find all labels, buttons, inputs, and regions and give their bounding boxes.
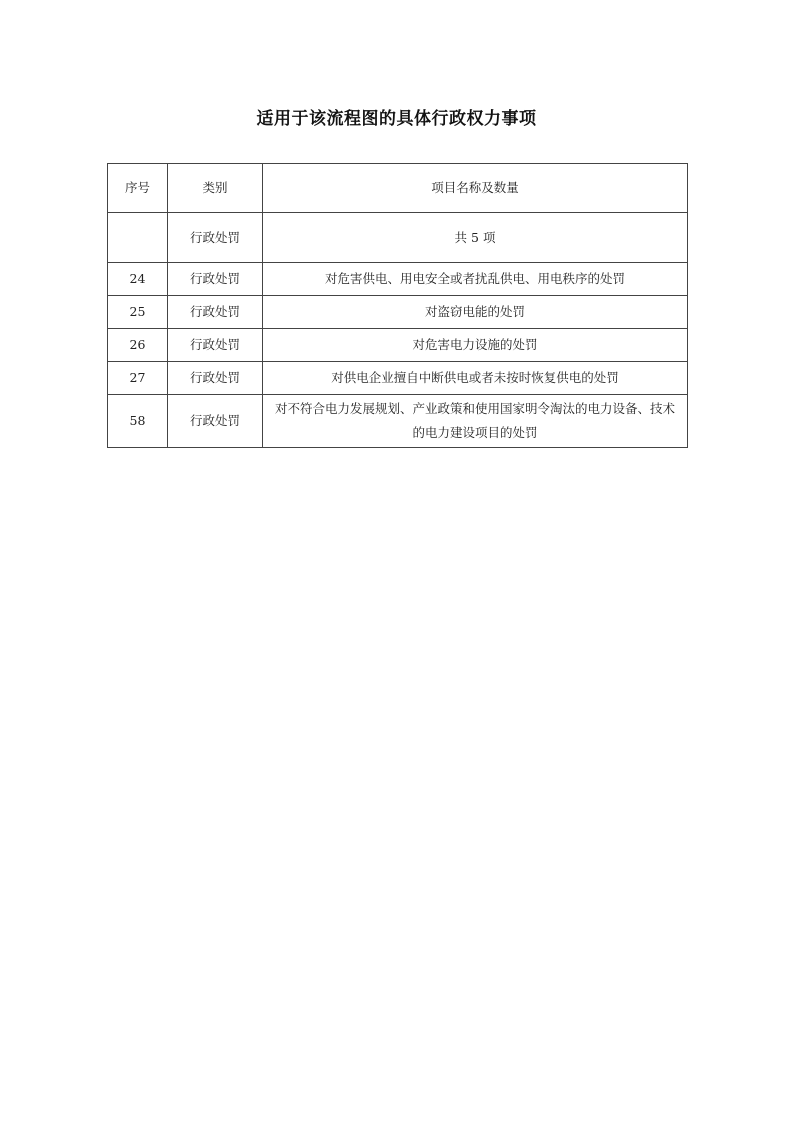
row-category: 行政处罚 bbox=[168, 296, 263, 329]
row-name: 对危害电力设施的处罚 bbox=[263, 329, 688, 362]
table-row bbox=[108, 263, 688, 296]
row-seq: 26 bbox=[108, 329, 168, 362]
row-seq: 58 bbox=[108, 395, 168, 448]
table-row bbox=[108, 362, 688, 395]
table-header-row bbox=[108, 164, 688, 213]
header-name: 项目名称及数量 bbox=[263, 164, 688, 213]
row-seq: 24 bbox=[108, 263, 168, 296]
row-seq: 27 bbox=[108, 362, 168, 395]
table-summary-row bbox=[108, 213, 688, 263]
row-name: 对供电企业擅自中断供电或者未按时恢复供电的处罚 bbox=[263, 362, 688, 395]
row-name: 对盗窃电能的处罚 bbox=[263, 296, 688, 329]
summary-seq bbox=[108, 213, 168, 263]
summary-category: 行政处罚 bbox=[168, 213, 263, 263]
row-name: 对危害供电、用电安全或者扰乱供电、用电秩序的处罚 bbox=[263, 263, 688, 296]
row-category: 行政处罚 bbox=[168, 329, 263, 362]
document-title: 适用于该流程图的具体行政权力事项 bbox=[256, 109, 537, 129]
header-seq: 序号 bbox=[108, 164, 168, 213]
row-name: 对不符合电力发展规划、产业政策和使用国家明令淘汰的电力设备、技术的电力建设项目的处罚 bbox=[263, 395, 688, 448]
power-items-table bbox=[107, 163, 688, 448]
row-category: 行政处罚 bbox=[168, 395, 263, 448]
table-row bbox=[108, 296, 688, 329]
header-category: 类别 bbox=[168, 164, 263, 213]
row-seq: 25 bbox=[108, 296, 168, 329]
row-category: 行政处罚 bbox=[168, 263, 263, 296]
table-row bbox=[108, 329, 688, 362]
table-row bbox=[108, 395, 688, 448]
row-category: 行政处罚 bbox=[168, 362, 263, 395]
summary-name: 共 5 项 bbox=[263, 213, 688, 263]
